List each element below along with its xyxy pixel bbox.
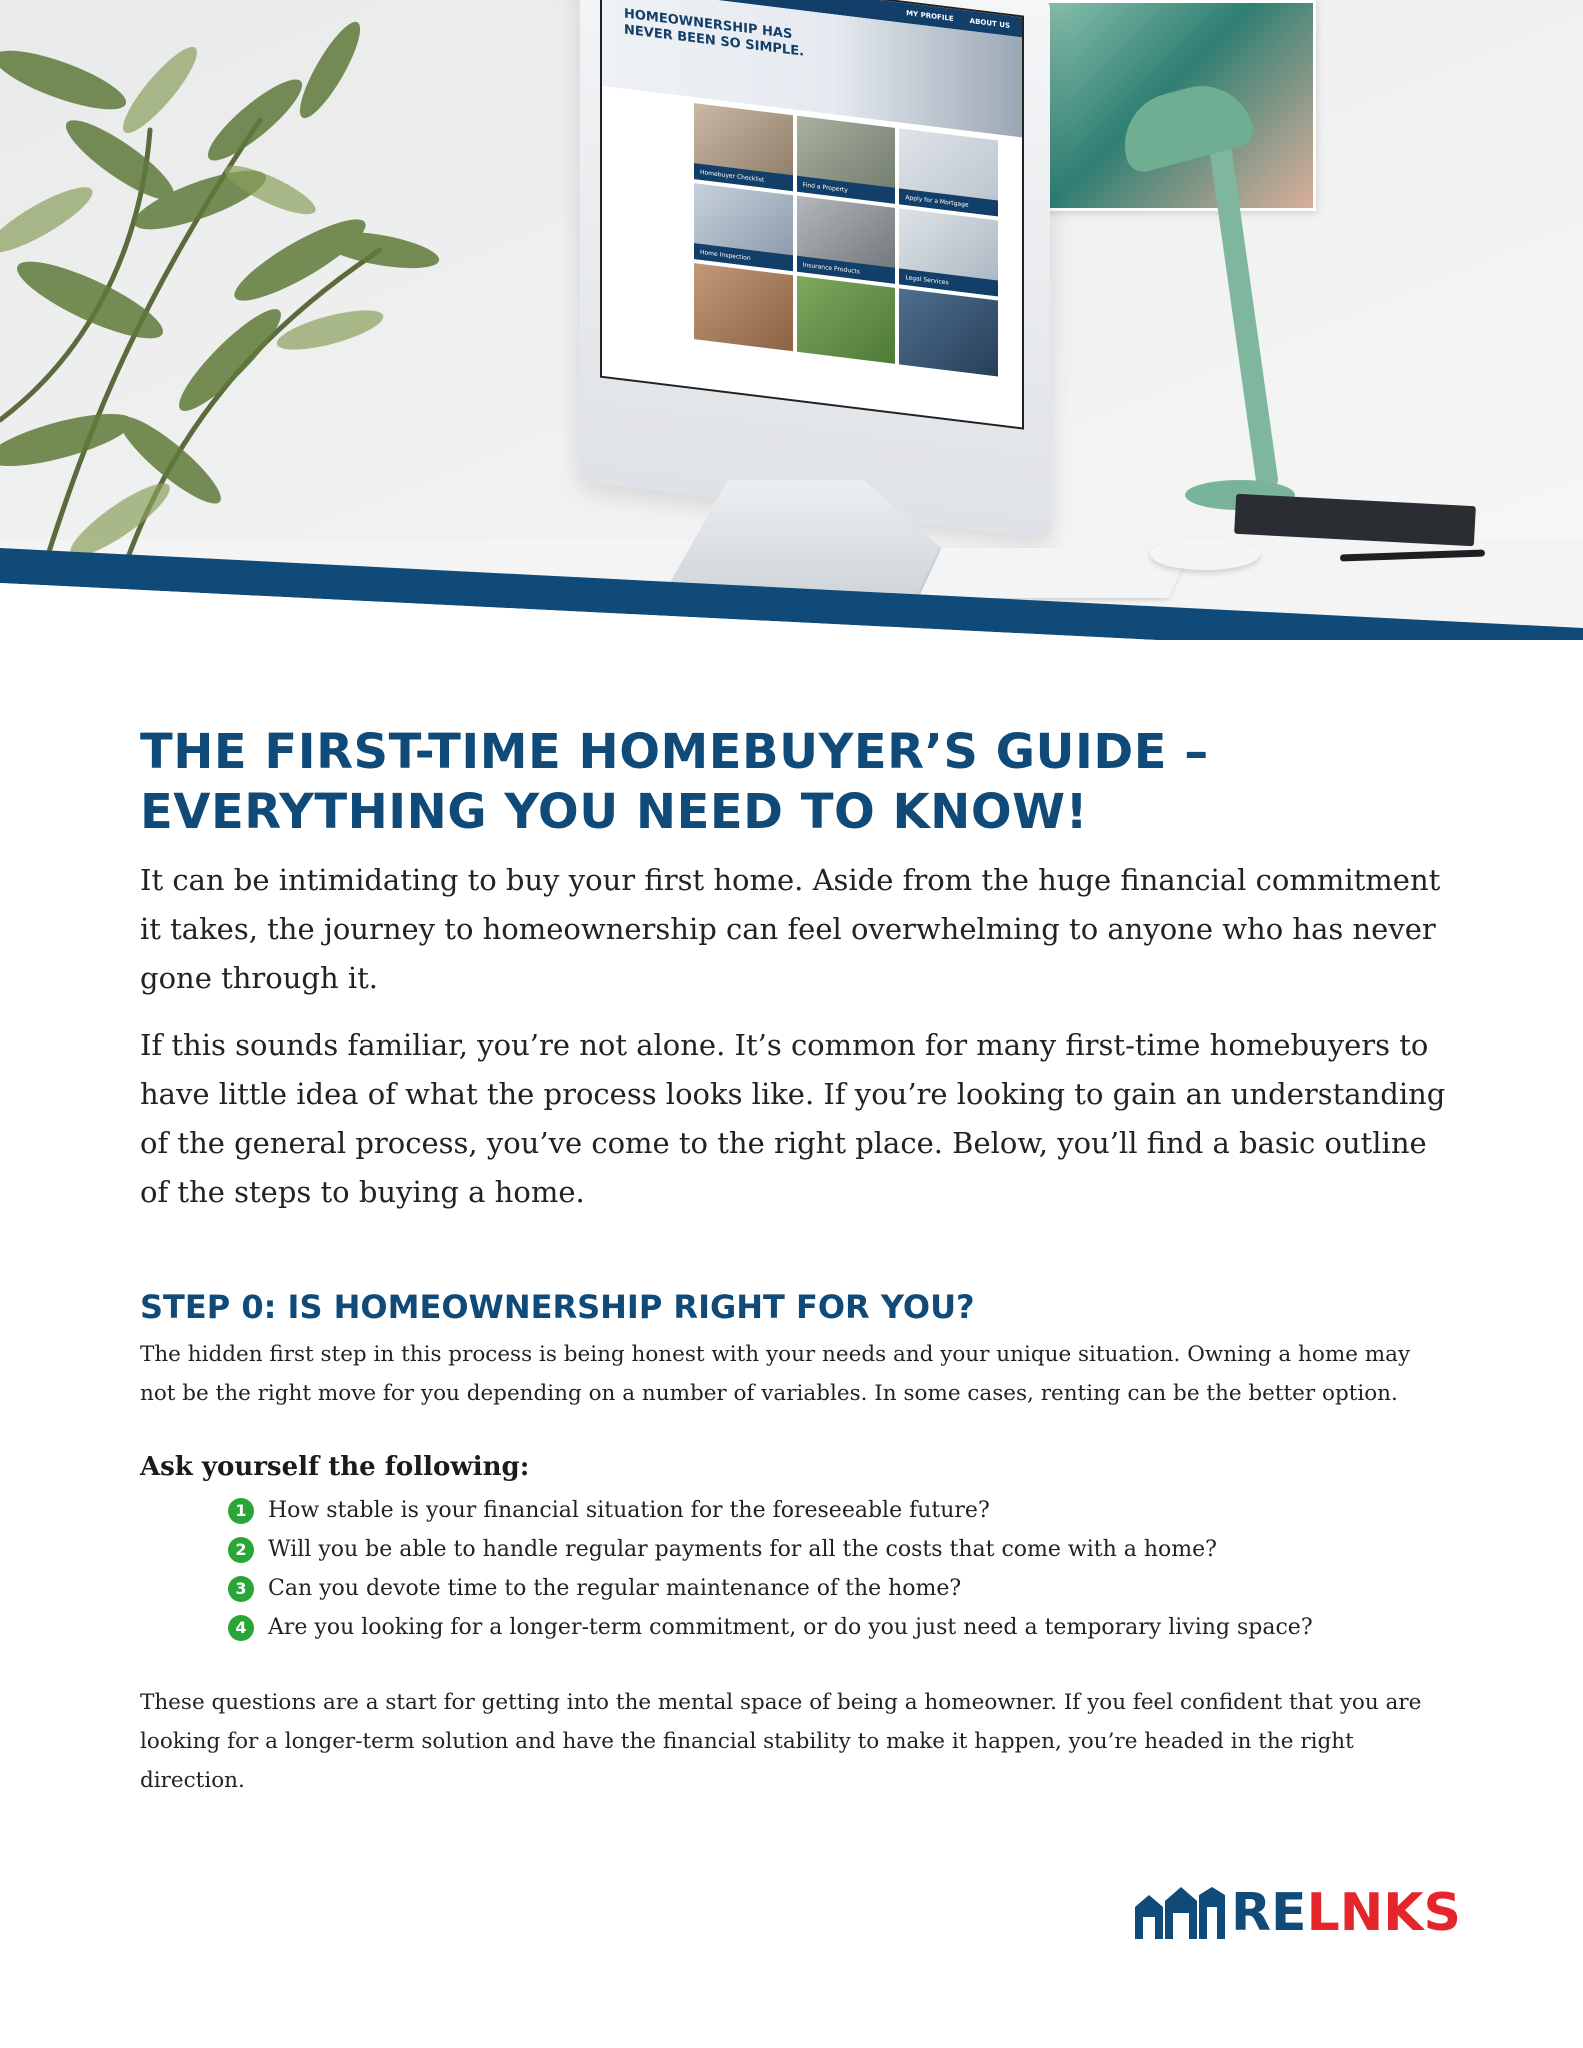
question-text: How stable is your financial situation for the foreseeable future?: [268, 1498, 990, 1523]
logo-wordmark: [1231, 1885, 1461, 1941]
list-item: [228, 1491, 1450, 1530]
list-item: [228, 1569, 1450, 1608]
title-line: THE FIRST-TIME HOMEBUYER’S GUIDE –: [140, 724, 1209, 780]
tile-label: Home Inspection: [694, 243, 793, 271]
hero-photo: [0, 0, 1583, 640]
question-text: Are you looking for a longer-term commitment, or do you just need a temporary living space?: [268, 1615, 1313, 1640]
logo-text-lnks: LNKS: [1306, 1883, 1461, 1943]
screen-headline: HOMEOWNERSHIP HAS NEVER BEEN SO SIMPLE.: [624, 6, 805, 60]
relnks-logo: [1135, 1885, 1461, 1941]
houses-logo-icon: [1135, 1887, 1225, 1939]
tile-label: Find a Property: [797, 176, 896, 204]
logo-text-re: RE: [1231, 1883, 1307, 1943]
number-badge-icon: 3: [228, 1576, 254, 1602]
article: [140, 722, 1450, 1800]
intro-paragraph: It can be intimidating to buy your first home. Aside from the huge financial commitment it takes, the journey to homeownership can feel overwhelming to anyone who has never gone through it.: [140, 863, 1441, 995]
question-text: Will you be able to handle regular payments for all the costs that come with a home?: [268, 1537, 1217, 1562]
screen-nav-item: ABOUT US: [969, 16, 1010, 30]
tile-label: Homebuyer Checklist: [694, 163, 793, 191]
list-item: [228, 1530, 1450, 1569]
question-text: Can you devote time to the regular maintenance of the home?: [268, 1576, 962, 1601]
number-badge-icon: 1: [228, 1498, 254, 1524]
number-badge-icon: 4: [228, 1615, 254, 1641]
step-body: The hidden first step in this process is being honest with your needs and your unique situation. Owning a home may not be the right move for you depending on a number of variables. In some cases, renting can be the better option.: [140, 1342, 1411, 1406]
tile-label: Insurance Products: [797, 256, 896, 284]
screen-nav-item: MY PROFILE: [906, 9, 954, 24]
tile-label: Legal Services: [899, 268, 998, 296]
page-title: [140, 722, 1450, 842]
tile-label: Apply for a Mortgage: [899, 188, 998, 216]
step-heading: STEP 0: IS HOMEOWNERSHIP RIGHT FOR YOU?: [140, 1288, 975, 1326]
question-list: [228, 1491, 1450, 1647]
closing-paragraph: These questions are a start for getting into the mental space of being a homeowner. If you feel confident that you are looking for a longer-term solution and have the financial stability to make it happen, you’re headed in the right direction.: [140, 1690, 1422, 1793]
intro-paragraph: If this sounds familiar, you’re not alone. It’s common for many first-time homebuyers to have little idea of what the process looks like. If you’re looking to gain an understanding of the general process, you’ve come to the right place. Below, you’ll find a basic outline of the steps to buying a home.: [140, 1028, 1446, 1209]
number-badge-icon: 2: [228, 1537, 254, 1563]
hero-band: [0, 0, 1583, 640]
title-line: EVERYTHING YOU NEED TO KNOW!: [140, 784, 1088, 840]
list-item: [228, 1608, 1450, 1647]
questions-label: Ask yourself the following:: [140, 1452, 530, 1482]
